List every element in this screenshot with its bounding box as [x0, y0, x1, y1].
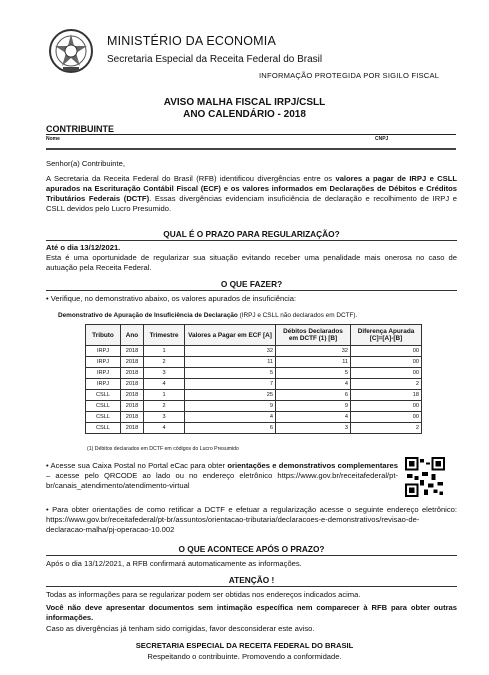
cell-debito-dctf: 5 — [276, 368, 351, 379]
atencao-line1: Todas as informações para se regularizar podem ser obtidas nos endereços indicados acima. — [46, 590, 361, 599]
apos-heading: O QUE ACONTECE APÓS O PRAZO? — [178, 544, 325, 554]
demo-title: Demonstrativo de Apuração de Insuficiência de Declaração (IRPJ e CSLL não declarados em DCTF). — [58, 312, 358, 319]
table-row — [86, 346, 422, 357]
cell-ano: 2018 — [121, 412, 144, 423]
cell-diferenca: 00 — [351, 346, 422, 357]
cell-diferenca: 00 — [351, 401, 422, 412]
ministry-name: MINISTÉRIO DA ECONOMIA — [107, 34, 276, 48]
cell-ano: 2018 — [121, 401, 144, 412]
sigilo-notice: INFORMAÇÃO PROTEGIDA POR SIGILO FISCAL — [259, 71, 440, 80]
cell-tributo: IRPJ — [86, 368, 121, 379]
col-ano: Ano — [121, 325, 144, 346]
cell-valor-ecf: 32 — [185, 346, 276, 357]
cell-debito-dctf: 6 — [276, 390, 351, 401]
cell-ano: 2018 — [121, 368, 144, 379]
col-valores-ecf: Valores a Pagar em ECF [A] — [185, 325, 276, 346]
fazer-bullet-retificar: • Para obter orientações de como retificar a DCTF e efetuar a regularização acesse o seguinte endereço eletrônico: https://www.gov.br/receitafederal/pt-br/assuntos/orientacao-tributaria/declaracoes-e-demonstrativos/revisao-de-declaracao-malha/pj-operacao-10.002 — [46, 505, 457, 534]
apos-text: Após o dia 13/12/2021, a RFB confirmará automaticamente as informações. — [46, 559, 302, 568]
cell-trimestre: 1 — [144, 346, 185, 357]
cell-diferenca: 2 — [351, 379, 422, 390]
cell-tributo: IRPJ — [86, 379, 121, 390]
cell-valor-ecf: 25 — [185, 390, 276, 401]
prazo-deadline: Até o dia 13/12/2021. — [46, 243, 121, 252]
qrcode-icon[interactable] — [405, 457, 445, 497]
document-title: AVISO MALHA FISCAL IRPJ/CSLL — [163, 97, 326, 108]
cell-trimestre: 1 — [144, 390, 185, 401]
cell-trimestre: 4 — [144, 423, 185, 434]
cell-diferenca: 18 — [351, 390, 422, 401]
cell-trimestre: 3 — [144, 412, 185, 423]
cell-ano: 2018 — [121, 357, 144, 368]
atencao-line3: Caso as divergências já tenham sido corrigidas, favor desconsiderar este aviso. — [46, 624, 315, 633]
cell-tributo: CSLL — [86, 412, 121, 423]
table-row — [86, 401, 422, 412]
cell-valor-ecf: 11 — [185, 357, 276, 368]
secretaria-name: Secretaria Especial da Receita Federal do Brasil — [107, 54, 323, 65]
fazer-bullet-verify: • Verifique, no demonstrativo abaixo, os valores apurados de insuficiência: — [46, 294, 297, 303]
table-row — [86, 368, 422, 379]
cell-diferenca: 00 — [351, 357, 422, 368]
cell-debito-dctf: 4 — [276, 379, 351, 390]
cell-debito-dctf: 4 — [276, 412, 351, 423]
fazer-heading: O QUE FAZER? — [220, 279, 283, 289]
cell-debito-dctf: 11 — [276, 357, 351, 368]
cell-valor-ecf: 4 — [185, 412, 276, 423]
cell-trimestre: 2 — [144, 357, 185, 368]
col-tributo: Tributo — [86, 325, 121, 346]
cell-debito-dctf: 3 — [276, 423, 351, 434]
cell-tributo: IRPJ — [86, 357, 121, 368]
cnpj-label: CNPJ — [375, 136, 389, 142]
cell-valor-ecf: 6 — [185, 423, 276, 434]
table-row — [86, 412, 422, 423]
cell-ano: 2018 — [121, 346, 144, 357]
nome-label: Nome — [46, 136, 60, 142]
cell-ano: 2018 — [121, 390, 144, 401]
contribuinte-label: CONTRIBUINTE — [46, 124, 114, 134]
cell-tributo: IRPJ — [86, 346, 121, 357]
prazo-text: Esta é uma oportunidade de regularizar sua situação evitando receber uma penalidade mais onerosa no caso de autuação pela Receita Federal. — [46, 253, 457, 272]
contribuinte-box-bottom — [46, 148, 456, 150]
footer-org: SECRETARIA ESPECIAL DA RECEITA FEDERAL DO BRASIL — [135, 641, 354, 650]
atencao-line2: Você não deve apresentar documentos sem intimação específica nem comparecer à RFB para obter outras informações. — [46, 603, 457, 622]
cell-trimestre: 2 — [144, 401, 185, 412]
contribuinte-divider — [46, 134, 456, 135]
cell-valor-ecf: 9 — [185, 401, 276, 412]
atencao-heading: ATENÇÃO ! — [228, 575, 275, 585]
greeting: Senhor(a) Contribuinte, — [46, 159, 125, 168]
cell-trimestre: 3 — [144, 368, 185, 379]
fazer-bullet-caixa-postal: • Acesse sua Caixa Postal no Portal eCac para obter orientações e demonstrativos complementares – acesse pelo QRCODE ao lado ou no endereço eletrônico https://www.gov.br/receitafederal/pt-br/canais_atendimento/atendimento-virtual — [46, 461, 399, 490]
prazo-heading: QUAL É O PRAZO PARA REGULARIZAÇÃO? — [163, 229, 340, 239]
cell-diferenca: 00 — [351, 412, 422, 423]
intro-paragraph: A Secretaria da Receita Federal do Brasil (RFB) identificou divergências entre os valores a pagar de IRPJ e CSLL apurados na Escrituração Contábil Fiscal (ECF) e os valores informados em Declarações de Débitos e Créditos Tributários Federais (DCTF). Essas divergências evidenciam insuficiência de declaração e recolhimento de IRPJ e CSLL devidos pelo Lucro Presumido. — [46, 174, 458, 213]
cell-ano: 2018 — [121, 423, 144, 434]
cell-debito-dctf: 9 — [276, 401, 351, 412]
table-header-row — [86, 325, 422, 346]
cell-ano: 2018 — [121, 379, 144, 390]
cell-diferenca: 00 — [351, 368, 422, 379]
cell-debito-dctf: 32 — [276, 346, 351, 357]
brasao-seal-icon — [48, 28, 94, 74]
table-row — [86, 390, 422, 401]
cell-valor-ecf: 5 — [185, 368, 276, 379]
footer-motto: Respeitando o contribuinte. Promovendo a conformidade. — [147, 652, 342, 661]
cell-diferenca: 2 — [351, 423, 422, 434]
table-row — [86, 423, 422, 434]
col-trimestre: Trimestre — [144, 325, 185, 346]
table-row — [86, 379, 422, 390]
cell-trimestre: 4 — [144, 379, 185, 390]
table-footnote: (1) Débitos declarados em DCTF em códigos do Lucro Presumido — [87, 446, 239, 452]
cell-tributo: CSLL — [86, 423, 121, 434]
table-row — [86, 357, 422, 368]
document-subtitle: ANO CALENDÁRIO - 2018 — [183, 109, 306, 120]
cell-tributo: CSLL — [86, 401, 121, 412]
cell-tributo: CSLL — [86, 390, 121, 401]
cell-valor-ecf: 7 — [185, 379, 276, 390]
col-diferenca: Diferença Apurada [C]=[A]-[B] — [351, 325, 422, 346]
demonstrativo-table — [85, 324, 422, 434]
col-debitos-dctf: Débitos Declarados em DCTF (1) [B] — [276, 325, 351, 346]
